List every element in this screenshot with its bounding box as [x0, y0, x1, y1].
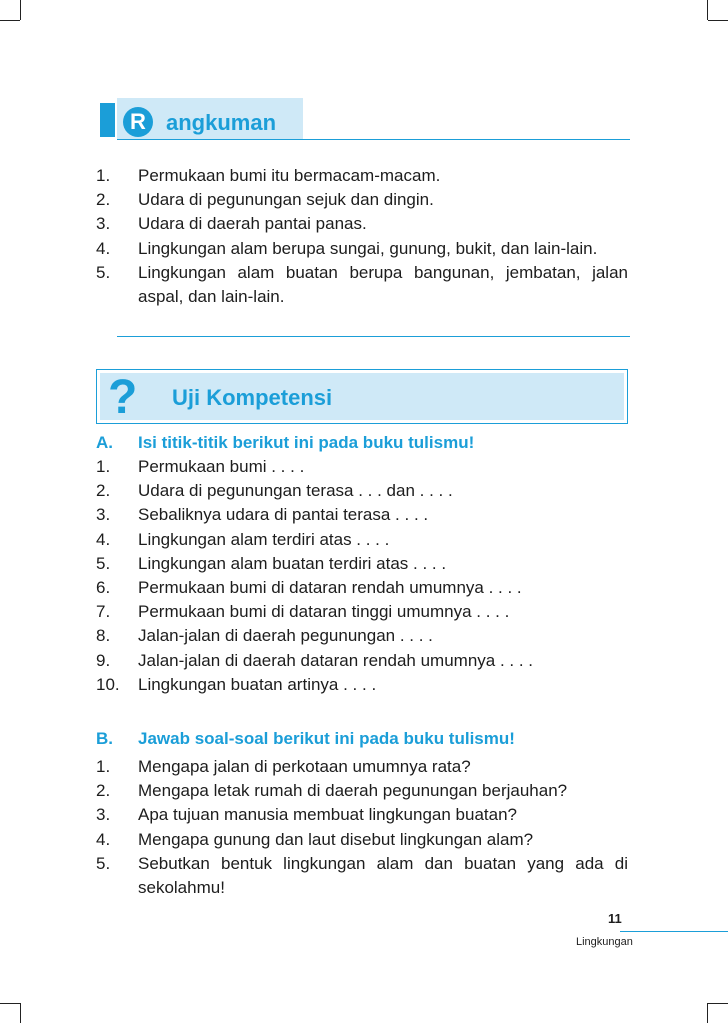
item-text: Lingkungan alam buatan berupa bangunan, jembatan, jalan aspal, dan lain-lain.	[138, 262, 628, 307]
section-a-instruction: Isi titik-titik berikut ini pada buku tulismu!	[138, 433, 475, 452]
item-number: 2.	[96, 190, 111, 210]
rangkuman-top-rule	[117, 139, 630, 140]
item-text: Apa tujuan manusia membuat lingkungan buatan?	[138, 805, 517, 825]
item-text: Lingkungan buatan artinya . . . .	[138, 674, 377, 694]
item-number: 8.	[96, 626, 111, 646]
item-number: 3.	[96, 214, 111, 234]
crop-mark	[20, 0, 21, 20]
crop-mark	[708, 20, 728, 21]
item-text: Jalan-jalan di daerah pegunungan . . . .	[138, 626, 433, 646]
item-text: Sebutkan bentuk lingkungan alam dan buatan yang ada di sekolahmu!	[138, 853, 628, 898]
list-item	[96, 479, 628, 503]
list-item	[96, 528, 628, 552]
crop-mark	[708, 1003, 728, 1004]
item-text: Permukaan bumi di dataran rendah umumnya . . . .	[138, 578, 522, 598]
section-a-heading	[96, 431, 474, 455]
section-b-list	[96, 755, 628, 900]
item-number: 10.	[96, 674, 120, 694]
crop-mark	[0, 20, 20, 21]
page-number: 11	[608, 911, 622, 926]
item-text: Lingkungan alam terdiri atas . . . .	[138, 529, 390, 549]
list-item	[96, 779, 628, 803]
item-number: 2.	[96, 481, 111, 501]
item-text: Udara di pegunungan terasa . . . dan . . . .	[138, 481, 453, 501]
list-item	[96, 673, 628, 697]
crop-mark	[707, 0, 708, 20]
item-number: 4.	[96, 829, 111, 849]
crop-mark	[707, 1003, 708, 1023]
list-item	[96, 455, 628, 479]
rangkuman-accent-bar	[100, 103, 115, 137]
crop-mark	[0, 1003, 20, 1004]
item-text: Mengapa jalan di perkotaan umumnya rata?	[138, 757, 471, 776]
item-text: Permukaan bumi . . . .	[138, 457, 305, 476]
item-number: 6.	[96, 578, 111, 598]
item-text: Permukaan bumi itu bermacam-macam.	[138, 166, 441, 185]
list-item	[96, 576, 628, 600]
section-b-heading	[96, 727, 515, 751]
list-item	[96, 212, 628, 236]
list-item	[96, 803, 628, 827]
item-number: 9.	[96, 650, 111, 670]
item-number: 4.	[96, 238, 111, 258]
list-item	[96, 188, 628, 212]
section-a-list	[96, 455, 628, 697]
item-number: 4.	[96, 529, 111, 549]
item-text: Jalan-jalan di daerah dataran rendah umumnya . . . .	[138, 650, 534, 670]
item-text: Lingkungan alam buatan terdiri atas . . . .	[138, 553, 447, 573]
item-number: 2.	[96, 781, 111, 801]
list-item	[96, 852, 628, 900]
item-number: 1.	[96, 757, 111, 776]
list-item	[96, 237, 628, 261]
item-text: Permukaan bumi di dataran tinggi umumnya . . . .	[138, 602, 510, 622]
rangkuman-title: angkuman	[166, 110, 277, 135]
uji-kompetensi-title: Uji Kompetensi	[172, 385, 333, 410]
item-number: 7.	[96, 602, 111, 622]
section-b-label: B.	[96, 729, 113, 748]
item-number: 3.	[96, 805, 111, 825]
item-text: Mengapa letak rumah di daerah pegunungan berjauhan?	[138, 781, 568, 801]
item-text: Sebaliknya udara di pantai terasa . . . .	[138, 505, 429, 525]
list-item	[96, 164, 628, 188]
list-item	[96, 755, 628, 779]
item-text: Udara di pegunungan sejuk dan dingin.	[138, 190, 434, 210]
list-item	[96, 649, 628, 673]
question-mark-icon: ?	[108, 371, 138, 424]
list-item	[96, 624, 628, 648]
item-number: 5.	[96, 853, 111, 873]
item-text: Udara di daerah pantai panas.	[138, 214, 367, 234]
item-number: 5.	[96, 553, 111, 573]
section-a-label: A.	[96, 433, 113, 452]
list-item	[96, 600, 628, 624]
section-b-instruction: Jawab soal-soal berikut ini pada buku tulismu!	[138, 729, 515, 748]
item-number: 1.	[96, 457, 111, 476]
rangkuman-bottom-rule	[117, 336, 630, 337]
item-number: 1.	[96, 166, 111, 185]
footer-rule	[620, 931, 728, 932]
item-number: 5.	[96, 262, 111, 282]
rangkuman-list	[96, 164, 628, 309]
chapter-title: Lingkungan	[576, 936, 633, 948]
item-text: Lingkungan alam berupa sungai, gunung, bukit, dan lain-lain.	[138, 238, 598, 258]
crop-mark	[20, 1003, 21, 1023]
item-number: 3.	[96, 505, 111, 525]
list-item	[96, 261, 628, 309]
list-item	[96, 503, 628, 527]
list-item	[96, 552, 628, 576]
list-item	[96, 828, 628, 852]
rangkuman-letter-badge: R	[123, 107, 153, 137]
item-text: Mengapa gunung dan laut disebut lingkungan alam?	[138, 829, 534, 849]
